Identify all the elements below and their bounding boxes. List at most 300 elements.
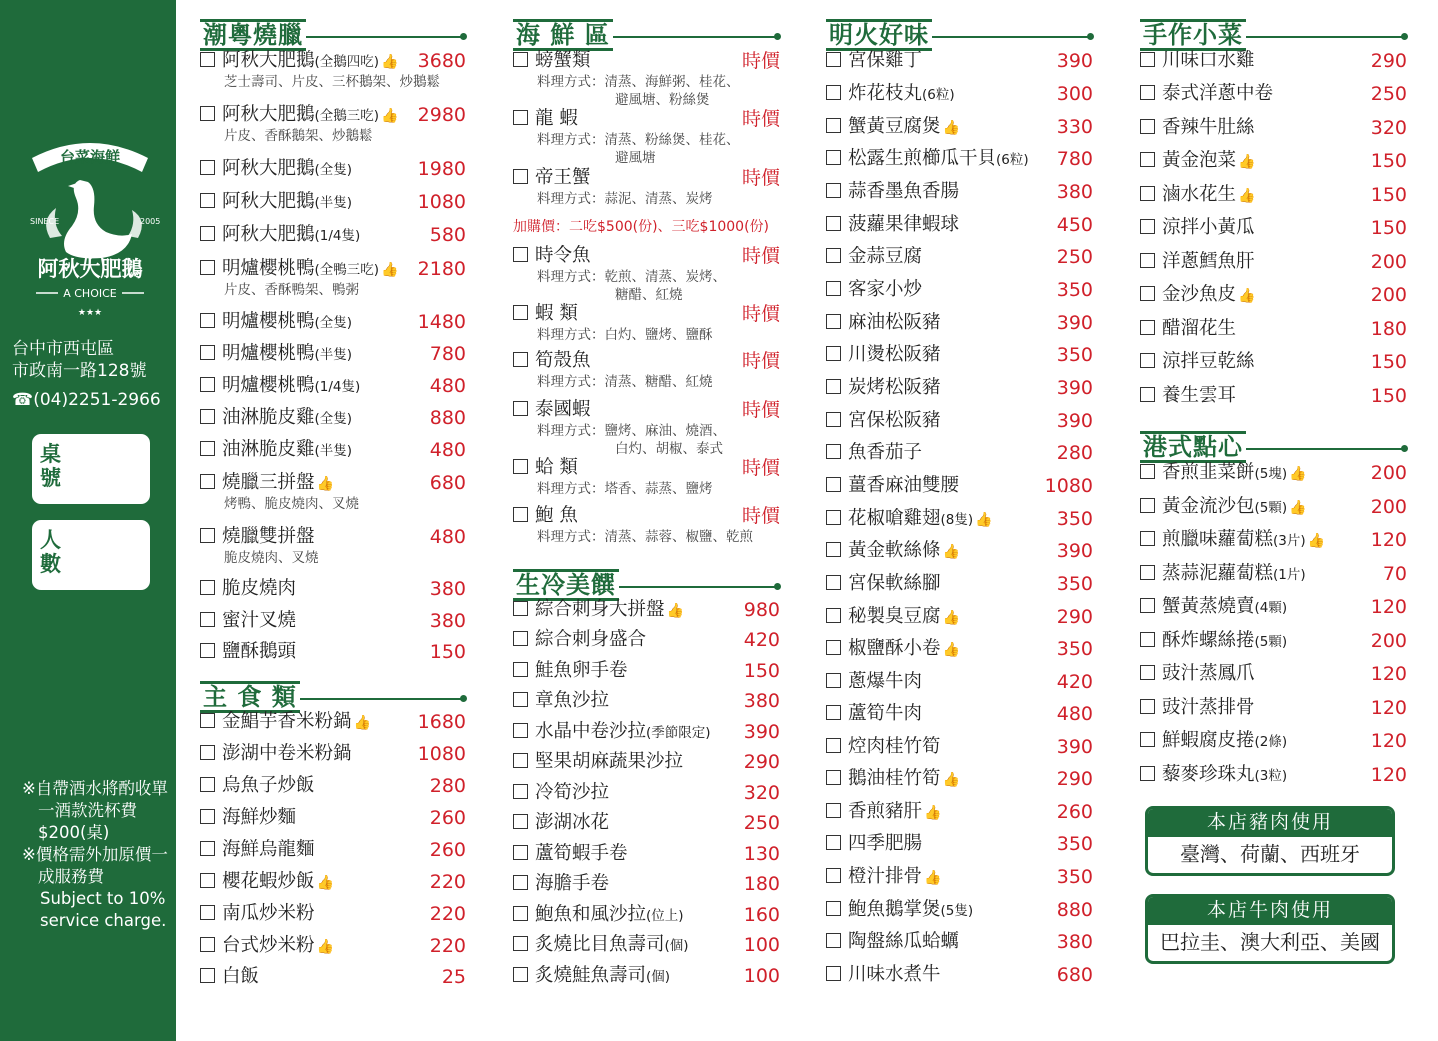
menu-item <box>513 108 780 130</box>
order-checkbox[interactable] <box>1140 498 1155 513</box>
order-checkbox[interactable] <box>513 723 528 738</box>
menu-item <box>513 904 780 927</box>
menu-item <box>513 505 780 527</box>
order-checkbox[interactable] <box>513 52 528 67</box>
order-checkbox[interactable] <box>200 580 215 595</box>
section-s5 <box>826 10 1093 986</box>
logo-name: 阿秋大肥鵝 <box>37 257 143 281</box>
item-price: 390 <box>1056 312 1093 334</box>
section-rule-dot <box>460 33 467 40</box>
section-title: 手作小菜 <box>1140 19 1246 51</box>
menu-item <box>200 191 466 214</box>
menu-item <box>513 399 780 421</box>
menu-item <box>200 966 466 988</box>
item-price: 200 <box>1370 630 1407 652</box>
menu-item <box>1140 117 1407 139</box>
recommended-thumb-icon: 👍 <box>1238 154 1256 170</box>
recommended-thumb-icon: 👍 <box>942 772 960 788</box>
item-quantity: (1/4隻) <box>314 228 361 244</box>
order-checkbox[interactable] <box>513 401 528 416</box>
item-price: 150 <box>1370 150 1407 172</box>
item-price: 420 <box>1056 671 1093 693</box>
recommended-thumb-icon: 👍 <box>316 476 334 492</box>
order-checkbox[interactable] <box>200 260 215 275</box>
recommended-thumb-icon: 👍 <box>942 610 960 626</box>
item-name: 蝦 類 <box>535 303 578 324</box>
menu-item <box>826 573 1093 595</box>
menu-item <box>826 964 1093 986</box>
item-name: 魚香茄子 <box>848 442 923 463</box>
item-name: 客家小炒 <box>848 279 923 300</box>
item-name: 海膽手卷 <box>535 873 610 894</box>
item-name: 阿秋大肥鵝 <box>222 50 315 71</box>
section-rule <box>619 586 776 588</box>
item-quantity: (4顆) <box>1254 600 1288 616</box>
item-price: 時價 <box>741 350 780 372</box>
menu-item <box>1140 596 1407 619</box>
item-price: 1480 <box>417 311 466 333</box>
order-checkbox[interactable] <box>200 193 215 208</box>
menu-item <box>513 812 780 834</box>
item-description: 片皮、香酥鴨架、鴨粥 <box>224 282 359 298</box>
order-checkbox[interactable] <box>513 110 528 125</box>
order-checkbox[interactable] <box>826 510 841 525</box>
item-name: 泰國蝦 <box>535 399 591 420</box>
order-checkbox[interactable] <box>1140 52 1155 67</box>
item-name: 明爐櫻桃鴨 <box>222 258 315 279</box>
item-name: 脆皮燒肉 <box>222 578 297 599</box>
order-checkbox[interactable] <box>200 612 215 627</box>
item-price: 1680 <box>417 711 466 733</box>
menu-item <box>1140 184 1407 207</box>
order-checkbox[interactable] <box>513 631 528 646</box>
item-price: 120 <box>1370 764 1407 786</box>
item-description: 避風塘、粉絲煲 <box>615 92 710 108</box>
item-name: 南瓜炒米粉 <box>222 903 315 924</box>
menu-item <box>200 743 466 765</box>
item-price: 1080 <box>1044 475 1093 497</box>
item-quantity: (1片) <box>1273 567 1306 583</box>
menu-item <box>1140 251 1407 273</box>
order-checkbox[interactable] <box>513 305 528 320</box>
item-quantity: (3片) <box>1273 533 1306 549</box>
section-header <box>200 672 466 711</box>
order-checkbox[interactable] <box>513 814 528 829</box>
item-price: 時價 <box>741 245 780 267</box>
restaurant-logo <box>10 120 170 340</box>
order-checkbox[interactable] <box>200 937 215 952</box>
item-price: 290 <box>743 751 780 773</box>
order-checkbox[interactable] <box>826 150 841 165</box>
item-name: 金蒜豆腐 <box>848 246 923 267</box>
item-name: 金鯧芋香米粉鍋 <box>222 711 352 732</box>
order-checkbox[interactable] <box>513 662 528 677</box>
item-price: 160 <box>743 904 780 926</box>
item-name: 帝王蟹 <box>535 167 591 188</box>
item-price: 120 <box>1370 529 1407 551</box>
item-price: 180 <box>743 873 780 895</box>
recommended-thumb-icon: 👍 <box>942 120 960 136</box>
item-name: 煎臘味蘿蔔糕 <box>1162 529 1274 550</box>
item-name: 明爐櫻桃鴨 <box>222 375 315 396</box>
order-checkbox[interactable] <box>200 345 215 360</box>
section-rule-dot <box>460 695 467 702</box>
section-s7 <box>1140 422 1407 786</box>
order-checkbox[interactable] <box>200 313 215 328</box>
item-quantity: (8隻) <box>940 512 974 528</box>
logo-since-right: 2005 <box>140 217 161 226</box>
order-checkbox[interactable] <box>826 85 841 100</box>
people-count-box[interactable]: 人 數 <box>32 520 150 590</box>
menu-item <box>1140 385 1407 407</box>
order-checkbox[interactable] <box>200 713 215 728</box>
item-name: 龍 蝦 <box>535 108 578 129</box>
item-price: 280 <box>1056 442 1093 464</box>
notes <box>22 778 172 932</box>
order-checkbox[interactable] <box>826 248 841 263</box>
section-rule <box>932 36 1089 38</box>
menu-item <box>513 457 780 479</box>
order-checkbox[interactable] <box>513 169 528 184</box>
order-checkbox[interactable] <box>200 643 215 658</box>
item-price: 390 <box>1056 50 1093 72</box>
recommended-thumb-icon: 👍 <box>316 939 334 955</box>
item-price: 200 <box>1370 462 1407 484</box>
order-checkbox[interactable] <box>826 346 841 361</box>
order-checkbox[interactable] <box>826 770 841 785</box>
order-checkbox[interactable] <box>826 868 841 883</box>
menu-item <box>513 629 780 651</box>
item-name: 川味水煮牛 <box>848 964 941 985</box>
section-rule <box>613 36 776 38</box>
menu-item <box>1140 697 1407 719</box>
order-checkbox[interactable] <box>513 906 528 921</box>
item-name: 藜麥珍珠丸 <box>1162 764 1255 785</box>
item-description: 料理方式：清蒸、海鮮粥、桂花、 <box>537 74 740 90</box>
item-name: 阿秋大肥鵝 <box>222 224 315 245</box>
order-checkbox[interactable] <box>200 441 215 456</box>
section-s1 <box>200 10 466 663</box>
section-rule-dot <box>774 583 781 590</box>
item-quantity: (全鵝三吃) <box>314 108 380 124</box>
menu-item <box>200 775 466 797</box>
order-checkbox[interactable] <box>1140 766 1155 781</box>
item-quantity: (6粒) <box>996 152 1029 168</box>
order-checkbox[interactable] <box>200 160 215 175</box>
item-price: 150 <box>1370 385 1407 407</box>
item-description: 糖醋、紅燒 <box>615 287 683 303</box>
order-checkbox[interactable] <box>513 967 528 982</box>
order-checkbox[interactable] <box>200 474 215 489</box>
menu-item <box>200 610 466 632</box>
order-checkbox[interactable] <box>826 705 841 720</box>
menu-item <box>826 540 1093 563</box>
order-checkbox[interactable] <box>826 608 841 623</box>
order-checkbox[interactable] <box>826 933 841 948</box>
section-rule-dot <box>1401 33 1408 40</box>
item-name: 菠蘿果律蝦球 <box>848 214 960 235</box>
item-name: 陶盤絲瓜蛤蠣 <box>848 931 960 952</box>
order-checkbox[interactable] <box>826 640 841 655</box>
item-price: 250 <box>1370 83 1407 105</box>
order-checkbox[interactable] <box>826 966 841 981</box>
item-quantity: (全隻) <box>314 162 353 178</box>
item-price: 220 <box>429 935 466 957</box>
menu-item <box>826 279 1093 301</box>
order-checkbox[interactable] <box>1140 699 1155 714</box>
section-title: 港式點心 <box>1140 431 1246 463</box>
item-name: 綜合刺身大拼盤 <box>535 599 665 620</box>
order-checkbox[interactable] <box>513 459 528 474</box>
item-name: 螃蟹類 <box>535 50 591 71</box>
menu-item <box>200 104 466 127</box>
item-name: 涼拌豆乾絲 <box>1162 351 1255 372</box>
menu-item <box>1140 496 1407 519</box>
order-checkbox[interactable] <box>1140 732 1155 747</box>
order-checkbox[interactable] <box>1140 531 1155 546</box>
recommended-thumb-icon: 👍 <box>666 603 684 619</box>
order-checkbox[interactable] <box>513 753 528 768</box>
recommended-thumb-icon: 👍 <box>381 108 399 124</box>
note-service-charge: ※價格需外加原價一成服務費 <box>22 845 168 886</box>
order-checkbox[interactable] <box>200 377 215 392</box>
logo-since-left: SINECE <box>30 217 60 226</box>
item-name: 堅果胡麻蔬果沙拉 <box>535 751 684 772</box>
item-name: 阿秋大肥鵝 <box>222 191 315 212</box>
order-checkbox[interactable] <box>1140 665 1155 680</box>
order-checkbox[interactable] <box>513 247 528 262</box>
address <box>12 338 146 382</box>
menu-item <box>826 801 1093 824</box>
item-price: 380 <box>429 610 466 632</box>
section-header <box>200 10 466 49</box>
order-checkbox[interactable] <box>826 412 841 427</box>
address-line1: 台中市西屯區 <box>12 339 114 359</box>
item-name: 炸花枝丸 <box>848 83 923 104</box>
note-service-charge-en: Subject to 10% service charge. <box>40 889 167 930</box>
order-checkbox[interactable] <box>200 968 215 983</box>
menu-item <box>826 377 1093 399</box>
menu-item <box>1140 764 1407 787</box>
order-checkbox[interactable] <box>200 905 215 920</box>
item-name: 蘆筍牛肉 <box>848 703 923 724</box>
menu-item <box>826 246 1093 268</box>
order-checkbox[interactable] <box>1140 320 1155 335</box>
item-price: 880 <box>429 407 466 429</box>
order-checkbox[interactable] <box>513 601 528 616</box>
item-name: 鮮蝦腐皮捲 <box>1162 730 1255 751</box>
order-checkbox[interactable] <box>1140 219 1155 234</box>
item-price: 時價 <box>741 505 780 527</box>
item-price: 時價 <box>741 50 780 72</box>
order-checkbox[interactable] <box>200 52 215 67</box>
order-checkbox[interactable] <box>826 379 841 394</box>
order-checkbox[interactable] <box>826 52 841 67</box>
order-checkbox[interactable] <box>200 106 215 121</box>
item-name: 台式炒米粉 <box>222 935 315 956</box>
order-checkbox[interactable] <box>826 477 841 492</box>
order-checkbox[interactable] <box>513 936 528 951</box>
section-header <box>513 560 780 599</box>
item-price: 1080 <box>417 743 466 765</box>
item-name: 花椒嗆雞翅 <box>848 508 941 529</box>
table-number-box[interactable]: 桌 號 <box>32 434 150 504</box>
item-name: 澎湖冰花 <box>535 812 610 833</box>
item-price: 680 <box>1056 964 1093 986</box>
section-rule <box>306 36 462 38</box>
order-checkbox[interactable] <box>826 216 841 231</box>
item-price: 480 <box>429 526 466 548</box>
item-name: 蛤 類 <box>535 457 578 478</box>
section-s2 <box>200 672 466 988</box>
item-description: 芝士壽司、片皮、三杯鵝架、炒鵝鬆 <box>224 74 440 90</box>
menu-item <box>513 965 780 988</box>
order-checkbox[interactable] <box>200 809 215 824</box>
item-name: 香辣牛肚絲 <box>1162 117 1255 138</box>
item-description: 白灼、胡椒、泰式 <box>615 441 723 457</box>
order-checkbox[interactable] <box>513 845 528 860</box>
menu-item <box>826 475 1093 497</box>
order-checkbox[interactable] <box>1140 632 1155 647</box>
order-checkbox[interactable] <box>826 542 841 557</box>
order-checkbox[interactable] <box>826 444 841 459</box>
menu-item <box>1140 462 1407 485</box>
item-price: 130 <box>743 843 780 865</box>
menu-item <box>513 873 780 895</box>
order-checkbox[interactable] <box>200 528 215 543</box>
order-checkbox[interactable] <box>200 841 215 856</box>
item-price: 780 <box>429 343 466 365</box>
order-checkbox[interactable] <box>513 352 528 367</box>
menu-item <box>513 303 780 325</box>
item-price: 25 <box>441 966 466 988</box>
menu-item <box>1140 150 1407 173</box>
order-checkbox[interactable] <box>826 281 841 296</box>
order-checkbox[interactable] <box>200 777 215 792</box>
menu-item <box>200 50 466 73</box>
recommended-thumb-icon: 👍 <box>1289 466 1307 482</box>
section-rule <box>1246 36 1403 38</box>
order-checkbox[interactable] <box>513 875 528 890</box>
item-price: 580 <box>429 224 466 246</box>
recommended-thumb-icon: 👍 <box>381 262 399 278</box>
menu-item <box>826 768 1093 791</box>
menu-item <box>200 935 466 958</box>
order-checkbox[interactable] <box>826 738 841 753</box>
menu-item <box>826 312 1093 334</box>
item-quantity: (個) <box>664 938 689 954</box>
item-name: 豉汁蒸鳳爪 <box>1162 663 1255 684</box>
item-name: 宮保軟絲腳 <box>848 573 941 594</box>
order-checkbox[interactable] <box>826 835 841 850</box>
section-header <box>513 10 780 49</box>
menu-item <box>513 934 780 957</box>
order-checkbox[interactable] <box>826 118 841 133</box>
order-checkbox[interactable] <box>1140 565 1155 580</box>
item-name: 鮭魚卵手卷 <box>535 660 628 681</box>
order-checkbox[interactable] <box>513 507 528 522</box>
order-checkbox[interactable] <box>1140 186 1155 201</box>
order-checkbox[interactable] <box>200 873 215 888</box>
order-checkbox[interactable] <box>826 314 841 329</box>
recommended-thumb-icon: 👍 <box>942 544 960 560</box>
section-rule-dot <box>1087 33 1094 40</box>
item-quantity: (位上) <box>646 908 684 924</box>
order-checkbox[interactable] <box>1140 152 1155 167</box>
item-description: 料理方式：清蒸、糖醋、紅燒 <box>537 374 713 390</box>
item-name: 豉汁蒸排骨 <box>1162 697 1255 718</box>
order-checkbox[interactable] <box>1140 598 1155 613</box>
section-rule-dot <box>774 33 781 40</box>
order-checkbox[interactable] <box>513 784 528 799</box>
order-checkbox[interactable] <box>826 803 841 818</box>
item-description: 料理方式：鹽烤、麻油、燒酒、 <box>537 423 726 439</box>
item-name: 香煎韭菜餅 <box>1162 462 1255 483</box>
item-price: 3680 <box>417 50 466 72</box>
menu-item <box>826 344 1093 366</box>
menu-item <box>826 866 1093 889</box>
section-header <box>826 10 1093 49</box>
item-price: 時價 <box>741 457 780 479</box>
item-price: 時價 <box>741 167 780 189</box>
item-name: 蔥爆牛肉 <box>848 671 923 692</box>
order-checkbox[interactable] <box>1140 85 1155 100</box>
item-price: 420 <box>743 629 780 651</box>
item-price: 330 <box>1056 116 1093 138</box>
order-checkbox[interactable] <box>1140 253 1155 268</box>
order-checkbox[interactable] <box>1140 387 1155 402</box>
order-checkbox[interactable] <box>1140 119 1155 134</box>
item-quantity: (5隻) <box>940 903 974 919</box>
order-checkbox[interactable] <box>200 409 215 424</box>
order-checkbox[interactable] <box>1140 353 1155 368</box>
order-checkbox[interactable] <box>200 226 215 241</box>
item-price: 320 <box>743 782 780 804</box>
menu-item <box>200 871 466 894</box>
order-checkbox[interactable] <box>1140 286 1155 301</box>
menu-item <box>200 407 466 430</box>
item-price: 350 <box>1056 508 1093 530</box>
item-price: 390 <box>1056 736 1093 758</box>
item-name: 黃金流沙包 <box>1162 496 1255 517</box>
menu-item <box>200 158 466 181</box>
order-checkbox[interactable] <box>826 183 841 198</box>
menu-item <box>826 181 1093 203</box>
item-quantity: (半隻) <box>314 443 353 459</box>
item-price: 120 <box>1370 730 1407 752</box>
item-price: 320 <box>1370 117 1407 139</box>
order-checkbox[interactable] <box>513 692 528 707</box>
item-description: 片皮、香酥鵝架、炒鵝鬆 <box>224 128 373 144</box>
menu-item <box>513 690 780 712</box>
item-quantity: (個) <box>646 969 671 985</box>
order-checkbox[interactable] <box>826 901 841 916</box>
item-name: 鵝油桂竹筍 <box>848 768 941 789</box>
order-checkbox[interactable] <box>200 745 215 760</box>
item-quantity: (3粒) <box>1254 768 1288 784</box>
item-name: 松露生煎櫛瓜干貝 <box>848 148 997 169</box>
menu-item <box>200 903 466 925</box>
order-checkbox[interactable] <box>826 575 841 590</box>
order-checkbox[interactable] <box>826 673 841 688</box>
phone-number: ☎(04)2251-2966 <box>12 390 161 410</box>
pork-origin-box <box>1145 806 1395 876</box>
order-checkbox[interactable] <box>1140 464 1155 479</box>
menu-item <box>826 899 1093 922</box>
item-name: 明爐櫻桃鴨 <box>222 343 315 364</box>
item-name: 燒臘三拼盤 <box>222 472 315 493</box>
item-name: 養生雲耳 <box>1162 385 1237 406</box>
